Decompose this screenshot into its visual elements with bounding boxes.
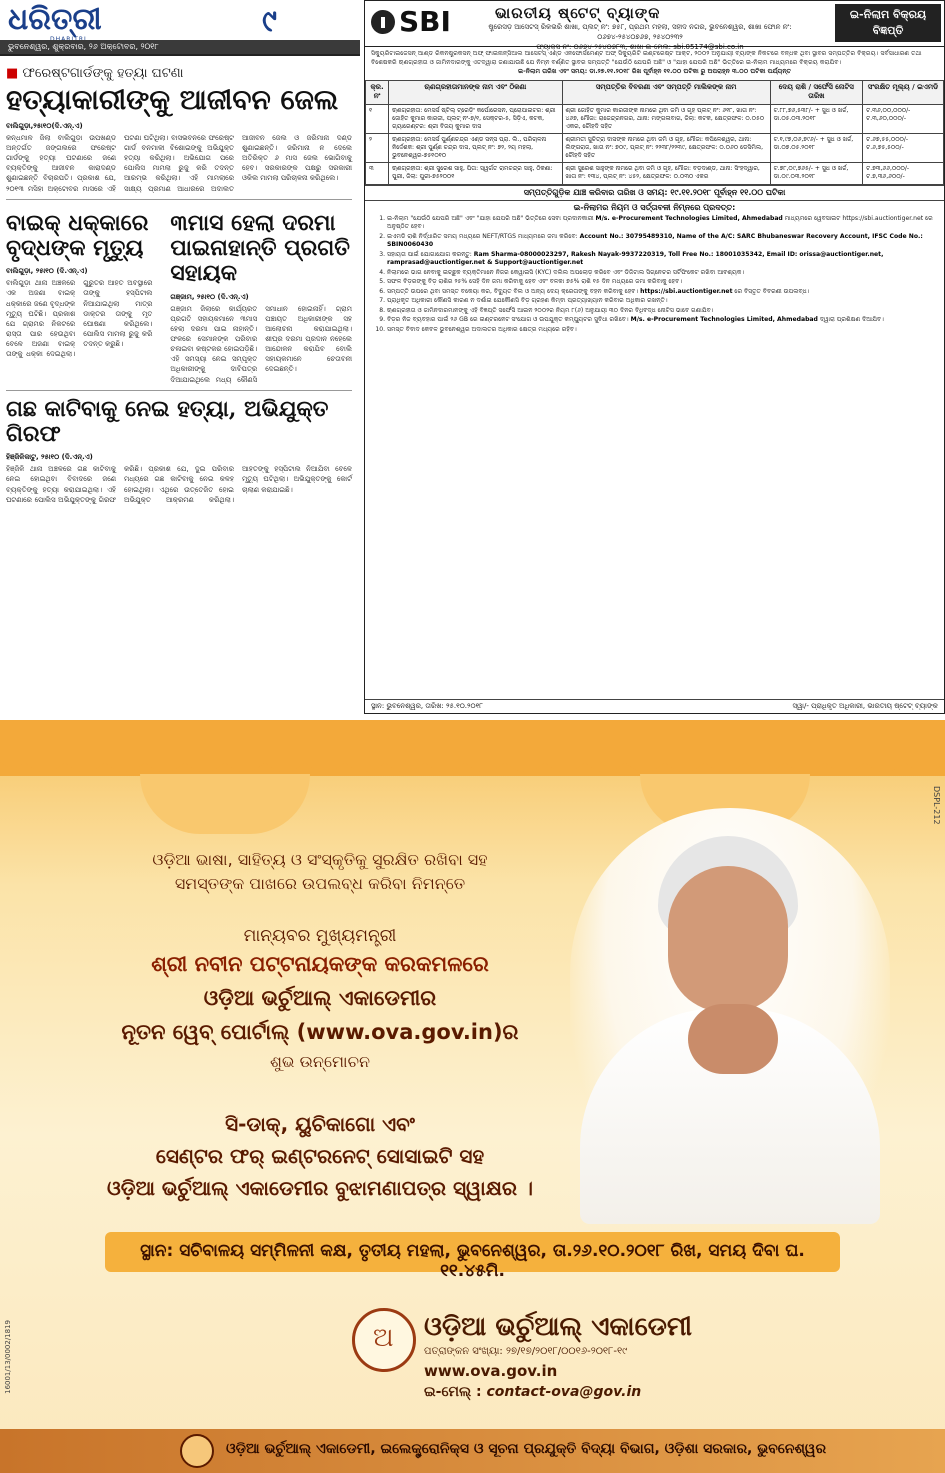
ad-line: ଶୁଭ ଉନ୍ମୋଚନ xyxy=(270,1052,370,1071)
story-body: ବାଲିଗୁଡ଼ା ଥାନା ଅଞ୍ଚଳରେ ଏକ ଅଜଣା ବାଇକ୍ ଧକ୍କାରେ ଜଣେ ବୃଦ୍ଧଙ୍କ ମୃତ୍ୟୁ ଘଟିଛି। ପ୍ରକାଶ ଯେ ଗ୍ରାମର ନିକଟରେ ରାସ୍ତା ପାର ହେଉଥିବା ବେଳେ ଅଜଣା ବାଇକ୍ ତାଙ୍କୁ ଧକ୍କା ଦେଇଥିଲା। ଗୁରୁତର ଆହତ ଅବସ୍ଥାରେ ତାଙ୍କୁ ହସ୍ପିଟାଲ ନିଆଯାଇଥିଲା ମାତ୍ର ଡାକ୍ତର ତାଙ୍କୁ ମୃତ ଘୋଷଣା କରିଥିଲେ। ପୋଲିସ ମାମଲା ରୁଜୁ କରି ତଦନ୍ତ କରୁଛି। xyxy=(6,279,153,359)
sbi-address-line: ଷ୍ଟ୍ରେସଡ଼ ଆସେଟସ୍ ରିକଭରି ଶାଖା, ପ୍ଲଟ୍ ନଂ: ୭୫୮, ପ୍ରଥମ ମହଲା, ସହୀଦ ନଗର, ଭୁବନେଶ୍ୱର, ଶାଖା ଫୋନ ନଂ: ୦୬୭୪-୨୫୪୦୭୬୭, ୨୫୪୦୨୩୨ xyxy=(488,23,792,41)
venue-banner: ସ୍ଥାନ: ସଚିବାଳୟ ସମ୍ମିଳନୀ କକ୍ଷ, ତୃତୀୟ ମହଲା, ଭୁବନେଶ୍ୱର, ତା.୨୬.୧୦.୨୦୧୮ ରିଖ, ସମୟ ଦିବା ଘ. ୧୧.୪୫ମି. xyxy=(105,1232,840,1272)
ad-line: ମାନ୍ୟବର ମୁଖ୍ୟମନ୍ତ୍ରୀ xyxy=(243,926,397,946)
term-text: ସମ୍ପତ୍ତି ଉପରେ ଥିବା ସମସ୍ତ ବକେୟା କର, ବିଦ୍ୟୁତ ବିଲ ଓ ଅନ୍ୟ ଦେୟ କ୍ରେତାଙ୍କୁ ବହନ କରିବାକୁ ହେବ। xyxy=(387,287,641,295)
story-body: ଗଞ୍ଜାମ ଜିଲାରେ କାର୍ଯ୍ୟରତ ପ୍ରଗତି ସହାୟକମାନେ ୩ମାସ ହେଲା ଦରମା ପାଇ ନାହାନ୍ତି। ଫଳରେ ସେମାନଙ୍କ ପରିବାର ଚଳାଇବା କଷ୍ଟକର ହୋଇପଡ଼ିଛି। ଏହି ସମସ୍ୟା ନେଇ ସମ୍ପୃକ୍ତ ଅଧିକାରୀଙ୍କୁ ଦାବିପତ୍ର ଦିଆଯାଇଥିଲେ ମଧ୍ୟ କୌଣସି ସମାଧାନ ହୋଇନାହିଁ। ଗ୍ରାମ ପଞ୍ଚାୟତ ଅଧିକାରୀଙ୍କ ସହ ଆଲୋଚନା କରାଯାଇଥିଲା। ଶୀଘ୍ର ଦରମା ପ୍ରଦାନ ନହେଲେ ଆନ୍ଦୋଳନ କରାଯିବ ବୋଲି ସହାୟକମାନେ ଚେତାବନୀ ଦେଇଛନ୍ତି। xyxy=(170,304,352,384)
table-cell: ଶ୍ରୀ ସୁରେଶ ସାହୁଙ୍କ ନାମରେ ଥିବା ଜମି ଓ ଗୃହ, ମୌଜା: ବଡ଼ଦାଣ୍ଡ, ଥାନା: ସିଂହଦ୍ୱାର, ଖାତା ନଂ: ୧୩୪, ପ୍ଲଟ୍ ନଂ: ୪୫୨, କ୍ଷେତ୍ରଫଳ: ୦.୦୩୦ ଏକର xyxy=(562,163,770,184)
ad-footer-text: ଓଡ଼ିଆ ଭର୍ଚୁଆଲ୍ ଏକାଡେମୀ, ଇଲେକ୍ଟ୍ରୋନିକ୍ସ ଓ ସୂଚନା ପ୍ରଯୁକ୍ତି ବିଦ୍ୟା ବିଭାଗ, ଓଡ଼ିଶା ସରକାର, ଭୁବନେଶ୍ୱର xyxy=(226,1441,827,1457)
table-cell: ଟ.୭୩,୬୬,୦୦୦/- ଟ.୭,୩୬,୬୦୦/- xyxy=(863,163,944,184)
list-item xyxy=(387,269,936,278)
dspl-code: DSPL-212 xyxy=(932,786,941,825)
sbi-auction-date: ଇ-ନିଲାମ ତାରିଖ ଏବଂ ସମୟ: ଡା.୨୭.୧୧.୨୦୧୮ ରିଖ ପୂର୍ବାହ୍ନ ୧୧.୦୦ ଘଟିକା ରୁ ଅପରାହ୍ନ ୩.୦୦ ଘଟିକା ପର୍ଯ୍ୟନ୍ତ xyxy=(517,67,792,75)
story-tree-murder xyxy=(0,397,358,505)
auction-table xyxy=(365,80,944,185)
ova-name: ଓଡ଼ିଆ ଭର୍ଚୁଆଲ୍ ଏକାଡେମୀ xyxy=(424,1312,693,1342)
sbi-footer xyxy=(365,699,944,713)
ad-line: ସି-ଡାକ୍, ୟୁଚିକାଗୋ ଏବଂ xyxy=(225,1112,415,1136)
story-row xyxy=(0,205,358,385)
sbi-header xyxy=(365,1,944,51)
list-item xyxy=(387,233,936,250)
divider xyxy=(6,199,352,200)
news-column xyxy=(0,62,358,714)
sbi-logo-text: SBI xyxy=(399,5,451,38)
list-item xyxy=(387,326,936,335)
table-cell: ଟ.୧,୯୭,୦୬,୭୯୬/- + ସୁଧ ଓ ଖର୍ଚ୍ଚ, ଡା.୦୭.୦୫.୨୦୧୮ xyxy=(770,134,862,163)
ad-line: ଓଡ଼ିଆ ଭର୍ଚୁଆଲ୍ ଏକାଡେମୀର xyxy=(203,986,437,1010)
story-byline: ବାଲିଗୁଡ଼ା, ୨୫ା୧୦ (ଦି.ଏନ୍‌.ଏ) xyxy=(6,267,88,276)
term-english: Ram Sharma-08000023297, Rakesh Nayak-9937220319, Toll Free No.: 18001035342, Email ID: orissa@auctiontiger.net, ramprasad@auctiontiger.net & Support@auctiontiger.net xyxy=(387,250,884,267)
sbi-bank-name: ଭାରତୀୟ ଷ୍ଟେଟ୍ ବ୍ୟାଙ୍କ xyxy=(495,4,661,22)
term-text: ବିଡ଼ର ନିଜ ବ୍ୟବହାର ପାଇଁ ୨୬ GB ରେ ଇଣ୍ଟରନେଟ ସଂଯୋଗ ଓ ଉପଯୁକ୍ତ କମ୍ପ୍ୟୁଟର ସୁବିଧା ରଖିବେ। xyxy=(387,316,631,324)
divider xyxy=(6,390,352,391)
story-headline: ବାଇକ୍ ଧକ୍କାରେ ବୃଦ୍ଧଙ୍କ ମୃତ୍ୟୁ xyxy=(6,209,149,261)
table-cell: ଟ.୮୮,୭୬,୫୩୮/- + ସୁଧ ଓ ଖର୍ଚ୍ଚ, ଡା.୦୫.୦୩.୨୦୧୮ xyxy=(770,104,862,133)
term-text: ଇଏମଡି ରାଶି ନିର୍ଦ୍ଧାରିତ ସମୟ ମଧ୍ୟରେ NEFT/RTGS ମାଧ୍ୟମରେ ଜମା କରିବେ: xyxy=(387,232,580,240)
newspaper-logo: ଧରିତ୍ରୀ xyxy=(8,2,102,37)
story-headline: ୩ମାସ ହେଲା ଦରମା ପାଇନାହାନ୍ତି ପ୍ରଗତି ସହାୟକ xyxy=(170,209,350,287)
ova-emblem-icon xyxy=(352,1308,416,1372)
table-cell: ଋଣଗ୍ରହୀତା: ମେସର୍ସ ପୁର୍ଣ୍ଣଚନ୍ଦ୍ର ଏଣ୍ଡ ସନ୍ସ ପ୍ରା. ଲି., ପରିଚାଳନା ନିର୍ଦ୍ଦେଶକ: ଶ୍ରୀ ପୁର୍ଣ୍ଣ ଚନ୍ଦ୍ର ଦାସ, ପ୍ଲଟ୍ ନଂ: ୭୨, ୨ୟ ମହଲା, ଭୁବନେଶ୍ୱର-୭୫୧୦୧୦ xyxy=(389,134,562,163)
list-item xyxy=(387,215,936,232)
side-code: 16001/13/0002/1819 xyxy=(4,1320,12,1394)
notice-type-badge: ଇ-ନିଲାମ ବିକ୍ରୟ ବିଜ୍ଞପ୍ତି xyxy=(835,4,941,42)
story-byline: ବାଲିଗୁଡ଼ା,୨୫ା୧୦(ଦି.ଏନ୍‌.ଏ) xyxy=(6,121,83,130)
signatory: ସ୍ୱା/- ପ୍ରାଧିକୃତ ଅଧିକାରୀ, ଭାରତୀୟ ଷ୍ଟେଟ୍ ବ୍ୟାଙ୍କ xyxy=(792,702,938,710)
term-english: M/s. e-Procurement Technologies Limited, Ahmedabad xyxy=(630,316,818,324)
term-text: ସଫଳ ବିଡ଼ରଙ୍କୁ ବିଡ଼ ରାଶିର ୨୫% ସେହି ଦିନ ଜମା କରିବାକୁ ହେବ ଏବଂ ବଳକା ୭୫% ରାଶି ୧୫ ଦିନ ମଧ୍ୟରେ ଜମା କରିବାକୁ ହେବ। xyxy=(387,278,682,286)
table-cell: ଟ.୬୭,୫୫,୦୦୦/- ଟ.୬,୭୫,୫୦୦/- xyxy=(863,134,944,163)
list-item xyxy=(387,307,936,316)
table-header: ଦେୟ ରାଶି / ସର୍ଫେସି ନୋଟିସ ତାରିଖ xyxy=(770,80,862,104)
table-cell: ଟ.୭୮,୦୯,୭୬୫/- + ସୁଧ ଓ ଖର୍ଚ୍ଚ, ଡା.୦୯.୦୩.୨୦୧୮ xyxy=(770,163,862,184)
table-row xyxy=(366,104,944,133)
sbi-auction-notice xyxy=(364,0,945,714)
term-tail: ରେ ବିସ୍ତୃତ ବିବରଣୀ ଉପଲବ୍ଧ। xyxy=(732,287,810,295)
story-body: ହିଞ୍ଜିଳି ଥାନା ଅଞ୍ଚଳରେ ଗଛ କାଟିବାକୁ ନେଇ ହୋଇଥିବା ବିବାଦରେ ଜଣେ ବ୍ୟକ୍ତିଙ୍କୁ ହତ୍ୟା କରାଯାଇଥିଲା। ଏହି ଘଟଣାରେ ପୋଲିସ ଅଭିଯୁକ୍ତଙ୍କୁ ଗିରଫ କରିଛି। ପ୍ରକାଶ ଯେ, ଦୁଇ ପରିବାର ମଧ୍ୟରେ ଗଛ କାଟିବାକୁ ନେଇ କଳହ ହୋଇଥିଲା। ଏଥିରେ ଉତ୍ତେଜିତ ହୋଇ ଅଭିଯୁକ୍ତ ଆକ୍ରମଣ କରିଥିଲା। ଆହତଙ୍କୁ ହସ୍ପିଟାଲ ନିଆଯିବା ବେଳେ ମୃତ୍ୟୁ ଘଟିଥିଲା। ଅଭିଯୁକ୍ତଙ୍କୁ କୋର୍ଟ ଚାଲାଣ କରାଯାଇଛି। xyxy=(6,465,352,504)
terms-title: ଇ-ନିଲାମର ନିୟମ ଓ ସର୍ତ୍ତାବଳୀ ନିମ୍ନରେ ପ୍ରଦତ୍ତ: xyxy=(573,202,736,212)
page-number: ୯ xyxy=(262,4,277,39)
chief-minister-portrait xyxy=(570,808,890,1224)
list-item xyxy=(387,297,936,306)
table-cell: ୩ xyxy=(366,163,389,184)
table-header: କ୍ର. ନଂ xyxy=(366,80,389,104)
ad-line: ଓଡ଼ିଆ ଭର୍ଚୁଆଲ୍ ଏକାଡେମୀର ବୁଝାମଣାପତ୍ର ସ୍ୱାକ୍ଷର । xyxy=(106,1176,534,1200)
term-text: ସହାୟତା ପାଇଁ ଯୋଗାଯୋଗ କରନ୍ତୁ: xyxy=(387,250,474,258)
story-bike-accident xyxy=(0,205,158,385)
table-cell: ଋଣଗ୍ରହୀତା: ମେସର୍ସ ଷ୍ଟିଲ୍ ଟ୍ରେଡ଼ିଂ କର୍ପୋରେସନ, ପ୍ରୋପାଇଟର: ଶ୍ରୀ ଜୋହିତ କୁମାର କାରଜୀ, ପ୍ଲଟ୍ ନଂ-୭/୧, ସେକ୍ଟର-୫, ସିଡ଼ିଏ, କଟକ, ଗ୍ୟାରେଣ୍ଟର: ଶ୍ରୀ ବିଜୟ କୁମାର ଦାସ xyxy=(389,104,562,133)
ova-email xyxy=(424,1384,641,1400)
portrait-face xyxy=(668,866,788,1012)
inspection-date: ସମ୍ପତ୍ତିଗୁଡ଼ିକ ଯାଞ୍ଚ କରିବାର ତାରିଖ ଓ ସମୟ: ୧୯.୧୧.୨୦୧୮ ପୂର୍ବାହ୍ନ ୧୧.୦୦ ଘଟିକା xyxy=(365,185,944,201)
list-item xyxy=(387,288,936,297)
place-date: ସ୍ଥାନ: ଭୁବନେଶ୍ୱର, ତାରିଖ: ୨୫.୧୦.୨୦୧୮ xyxy=(371,702,483,710)
sbi-contact-line: ଫ୍ୟାକ୍ସ ନଂ: ୦୬୭୪-୨୫୪୦୭୮୩, ଶାଖା ଇ-ମେଲ: sbi.05174@sbi.co.in xyxy=(536,42,744,51)
dateline: ଭୁବନେଶ୍ୱର, ଶୁକ୍ରବାର, ୨୬ ଅକ୍ଟୋବର, ୨୦୧୮ xyxy=(0,40,360,54)
story-forest-guard xyxy=(0,66,358,194)
table-header: ସମ୍ପତ୍ତିର ବିବରଣୀ ଏବଂ ସମ୍ପତ୍ତି ମାଲିକଙ୍କ ନାମ xyxy=(562,80,770,104)
masthead xyxy=(0,0,360,56)
ad-footer xyxy=(0,1429,945,1473)
term-text: ନିଲାମରେ ଭାଗ ନେବାକୁ ଇଚ୍ଛୁକ ବ୍ୟକ୍ତିମାନେ ନିଜର କେୱାଇସି (KYC) ଦଲିଲ ଅପଲୋଡ଼ କରିବେ ଏବଂ ଡିଜିଟାଲ ସିଗ୍ନେଚର ସର୍ଟିଫିକେଟ ରଖିବା ଆବଶ୍ୟକ। xyxy=(387,268,745,276)
table-cell: ଟ.୩୬,୦୦,୦୦୦/- ଟ.୩,୬୦,୦୦୦/- xyxy=(863,104,944,133)
story-byline: ଗଞ୍ଜାମ, ୨୫ା୧୦ (ଦି.ଏନ୍‌.ଏ) xyxy=(170,292,249,301)
ova-reference: ପତ୍ରାଙ୍କନ ସଂଖ୍ୟା: ୨୭/୧୭/୨୦୧୮/୦୦୧୬-୨୦୧୮-୧୯ xyxy=(424,1346,628,1357)
story-headline: ଗଛ କାଟିବାକୁ ନେଇ ହତ୍ୟା, ଅଭିଯୁକ୍ତ ଗିରଫ xyxy=(6,395,329,447)
email-label: ଇ-ମେଲ୍ : xyxy=(424,1384,482,1400)
sbi-keyhole-icon xyxy=(371,10,395,34)
ova-advertisement xyxy=(0,720,945,1473)
story-headline: ହତ୍ୟାକାରୀଙ୍କୁ ଆଜୀବନ ଜେଲ xyxy=(6,83,339,116)
table-cell: ଶ୍ରୀ ଜୋହିତ କୁମାର କାରଜୀଙ୍କ ନାମରେ ଥିବା ଜମି ଓ ଗୃହ ପ୍ଲଟ୍ ନଂ: ୬୧୮, ଖାତା ନଂ: ୪୬୭, ମୌଜା: ରାଜେନ୍ଦ୍ରନଗର, ଥାନା: ମଙ୍ଗଳାବାଗ, ଜିଲା: କଟକ, କ୍ଷେତ୍ରଫଳ: ୦.୦୫୦ ଏକର, ଚୌହଦି ସହିତ xyxy=(562,104,770,133)
email-address: contact-ova@gov.in xyxy=(486,1384,642,1400)
term-text: ପ୍ରାଧିକୃତ ଅଧିକାରୀ କୌଣସି କାରଣ ନ ଦର୍ଶାଇ ଯେକୌଣସି ବିଡ଼ ଗ୍ରହଣ କିମ୍ବା ପ୍ରତ୍ୟାଖ୍ୟାନ କରିବାର ଅଧିକାର ରଖନ୍ତି। xyxy=(387,297,668,305)
term-tail: ଦ୍ୱାରା ପ୍ରଶିକ୍ଷଣ ଦିଆଯିବ। xyxy=(817,316,884,324)
term-tail: ମାଧ୍ୟମରେ ୱେବସାଇଟ https://sbi.auctiontiger.net ରେ ଅନୁଷ୍ଠିତ ହେବ। xyxy=(387,214,933,231)
table-row xyxy=(366,163,944,184)
ad-line-portal: ନୂତନ ୱେବ୍ ପୋର୍ଟାଲ୍ (www.ova.gov.in)ର xyxy=(121,1020,519,1044)
ova-website: www.ova.gov.in xyxy=(424,1362,558,1380)
sbi-address xyxy=(475,23,805,52)
list-item xyxy=(387,278,936,287)
odisha-govt-seal-icon xyxy=(180,1434,214,1468)
table-cell: ଶ୍ରୀମତୀ ସୁଚିତ୍ରା ଦାସଙ୍କ ନାମରେ ଥିବା ଜମି ଓ ଗୃହ, ମୌଜା: କପିଳେଶ୍ୱର, ଥାନା: ଲିଙ୍ଗରାଜ, ଖାତା ନଂ: ୭୦୯, ପ୍ଲଟ୍ ନଂ: ୨୨୩୮/୨୨୩୯, କ୍ଷେତ୍ରଫଳ: ୦.୦୬୦ ଡେସିମିଲ, ଚୌହଦି ସହିତ xyxy=(562,134,770,163)
sbi-logo xyxy=(371,5,451,38)
table-cell: ୨ xyxy=(366,134,389,163)
sbi-intro-text: ସିକ୍ୟୁରିଟାଇଜେସନ୍ ଆଣ୍ଡ ରିକନଷ୍ଟ୍ରକସନ୍ ଅଫ୍ ଫାଇନାନ୍ସିଆଲ ଆସେଟସ୍ ଏଣ୍ଡ ଏନଫୋର୍ସମେଣ୍ଟ ଅଫ୍ ସିକ୍ୟୁରିଟି ଇଣ୍ଟରେଷ୍ଟ ଆକ୍ଟ, ୨୦୦୨ ଅନୁଯାୟୀ ବ୍ୟାଙ୍କ ନିକଟରେ ବନ୍ଧକ ଥିବା ସ୍ଥାବର ସମ୍ପତ୍ତିର ବିକ୍ରୟ। ସର୍ବସାଧାରଣ ତଥା ବିଶେଷକରି ଋଣଗ୍ରହୀତା ଓ ଜାମିନଦାରଙ୍କୁ ଏତଦ୍ୱାରା ଜଣାଯାଉଛି ଯେ ନିମ୍ନ ବର୍ଣ୍ଣିତ ସ୍ଥାବର ସମ୍ପତ୍ତି "ଯେଉଁଠି ଯେପରି ଅଛି" ଓ "ଯାହା ଯେପରି ଅଛି" ଭିତ୍ତିରେ ଇ-ନିଲାମ ମାଧ୍ୟମରେ ବିକ୍ରୟ କରାଯିବ। xyxy=(371,50,922,66)
term-english: Account No.: 30795489310, Name of the A/C: SARC Bhubaneswar Recovery Account, IFSC Code No.: SBIN0060430 xyxy=(387,232,923,249)
term-english: https://sbi.auctiontiger.net xyxy=(640,287,733,295)
ad-line: ସେଣ୍ଟର ଫର୍ ଇଣ୍ଟରନେଟ୍ ସୋସାଇଟି ସହ xyxy=(155,1144,485,1168)
story-byline: ହିଞ୍ଜିଳିକାଟୁ, ୨୫ା୧୦ (ଦି.ଏନ୍‌.ଏ) xyxy=(6,453,93,462)
table-cell: ଋଣଗ୍ରହୀତା: ଶ୍ରୀ ସୁରେଶ ସାହୁ, ପିତା: ସ୍ୱର୍ଗତ ରାମଚନ୍ଦ୍ର ସାହୁ, ଠିକଣା: ପୁରୀ, ଜିଲା: ପୁରୀ-୭୫୨୦୦୧ xyxy=(389,163,562,184)
story-kicker: ■ ଫରେଷ୍ଟଗାର୍ଡଙ୍କୁ ହତ୍ୟା ଘଟଣା xyxy=(6,66,352,81)
table-header: ଋଣଗ୍ରହୀତାମାନଙ୍କ ନାମ ଏବଂ ଠିକଣା xyxy=(389,80,562,104)
term-english: M/s. e-Procurement Technologies Limited, Ahmedabad xyxy=(595,214,783,222)
table-cell: ୧ xyxy=(366,104,389,133)
term-text: ସମସ୍ତ ବିବାଦ କେବଳ ଭୁବନେଶ୍ୱର ଅଦାଲତର ଅଧିକାର କ୍ଷେତ୍ର ମଧ୍ୟରେ ରହିବ। xyxy=(387,325,577,333)
table-header-row xyxy=(366,80,944,104)
term-text: ଇ-ନିଲାମ "ଯେଉଁଠି ଯେପରି ଅଛି" ଏବଂ "ଯାହା ଯେପରି ଅଛି" ଭିତ୍ତିରେ ସେବା ପ୍ରଦାନକାରୀ xyxy=(387,214,596,222)
table-row xyxy=(366,134,944,163)
story-salary xyxy=(164,205,358,385)
story-body: କନ୍ଧମାଳ ଜିଲା ବାଲିଗୁଡ଼ା ଉପଖଣ୍ଡ ଅନ୍ତର୍ଗତ ଜଙ୍ଗଲରେ ଫରେଷ୍ଟ ଗାର୍ଡଙ୍କୁ ହତ୍ୟା ଘଟଣାରେ ଜଣେ ବ୍ୟକ୍ତିଙ୍କୁ ଆଜୀବନ କାରାଦଣ୍ଡ ଶୁଣାଇଛନ୍ତି ବିଚାରପତି। ପ୍ରକାଶ ଯେ, ୨୦୧୩ ମସିହା ଅକ୍ଟୋବର ମାସରେ ଏହି ଘଟଣା ଘଟିଥିଲା। ବାସଭବନରେ ଫରେଷ୍ଟ ଗାର୍ଡ ବନମାଳୀ ବିଶୋଇଙ୍କୁ ଅଭିଯୁକ୍ତ ହତ୍ୟା କରିଥିଲା। ଅଭିଯୋଗ ପରେ ପୋଲିସ ମାମଲା ରୁଜୁ କରି ତଦନ୍ତ ଆରମ୍ଭ କରିଥିଲା। ଏହି ମାମଲାରେ ସାକ୍ଷ୍ୟ ପ୍ରମାଣ ଆଧାରରେ ଅଦାଲତ ଆଜୀବନ ଜେଲ ଓ ଜରିମାନା ଦଣ୍ଡ ଶୁଣାଇଛନ୍ତି। ଜରିମାନା ନ ଦେଲେ ଅତିରିକ୍ତ ୬ ମାସ ଜେଲ ଭୋଗିବାକୁ ହେବ। ସରକାରଙ୍କ ପକ୍ଷରୁ ସରକାରୀ ଓକିଲ ମାମଲା ପରିଚାଳନା କରିଥିଲେ। xyxy=(6,133,352,193)
terms-list xyxy=(365,215,944,335)
portrait-hands xyxy=(688,1004,778,1074)
ad-line-cm-name: ଶ୍ରୀ ନବୀନ ପଟ୍ଟନାୟକଙ୍କ କରକମଳରେ xyxy=(151,952,489,976)
table-header: ସଂରକ୍ଷିତ ମୂଲ୍ୟ / ଇଏମଡି xyxy=(863,80,944,104)
term-text: ଋଣଗ୍ରହୀତା ଓ ଜାମିନଦାରମାନଙ୍କୁ ଏହି ବିଜ୍ଞପ୍ତି ସର୍ଫେସି ଆଇନ ୨୦୦୨ର ନିୟମ ୮(୬) ଅନୁଯାୟୀ ୩୦ ଦିନର ବିଧିବଦ୍ଧ ନୋଟିସ ଭାବେ ଗଣାଯିବ। xyxy=(387,306,714,314)
decorative-arch xyxy=(140,774,310,834)
list-item xyxy=(387,251,936,268)
ad-line: ଓଡ଼ିଆ ଭାଷା, ସାହିତ୍ୟ ଓ ସଂସ୍କୃତିକୁ ସୁରକ୍ଷିତ ରଖିବା ସହ xyxy=(152,850,488,869)
ad-line: ସମସ୍ତଙ୍କ ପାଖରେ ଉପଲବ୍ଧ କରିବା ନିମନ୍ତେ xyxy=(174,874,466,893)
list-item xyxy=(387,316,936,325)
